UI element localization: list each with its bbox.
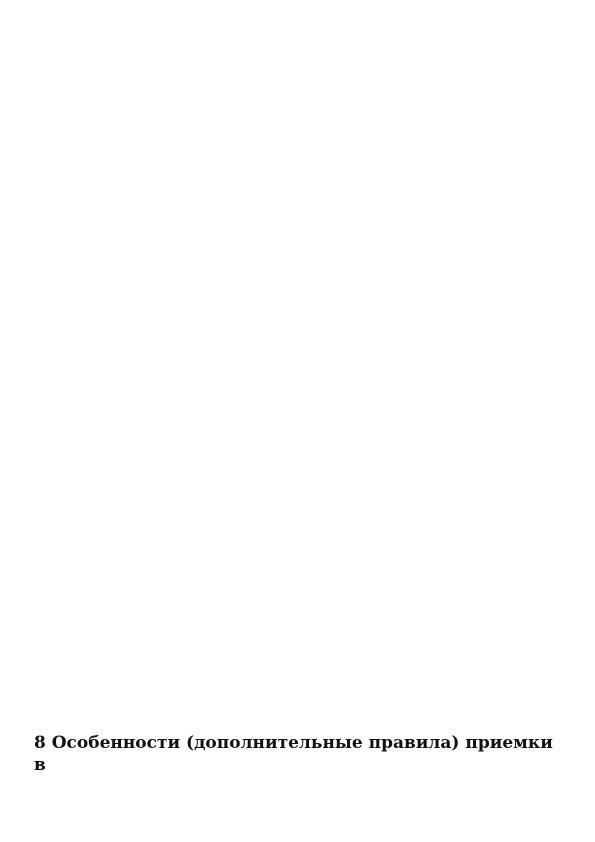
paragraph bbox=[34, 325, 559, 343]
paragraph bbox=[34, 518, 559, 536]
paragraph bbox=[34, 685, 559, 712]
paragraph bbox=[34, 408, 559, 426]
paragraph bbox=[34, 387, 559, 396]
paragraph bbox=[34, 67, 559, 76]
paragraph bbox=[34, 263, 559, 281]
paragraph bbox=[34, 549, 559, 567]
paragraph bbox=[34, 580, 559, 589]
paragraph bbox=[34, 470, 559, 506]
paragraph bbox=[34, 439, 559, 457]
paragraph bbox=[34, 601, 559, 673]
paragraph bbox=[34, 356, 559, 374]
section-heading: 8 Особенности (дополнительные правила) приемки в bbox=[34, 733, 553, 775]
paragraph bbox=[34, 88, 559, 115]
paragraph bbox=[34, 294, 559, 312]
paragraph bbox=[34, 30, 559, 57]
paragraph bbox=[34, 206, 559, 251]
paragraph bbox=[34, 127, 559, 163]
document-page bbox=[34, 30, 559, 820]
paragraph bbox=[34, 175, 559, 193]
